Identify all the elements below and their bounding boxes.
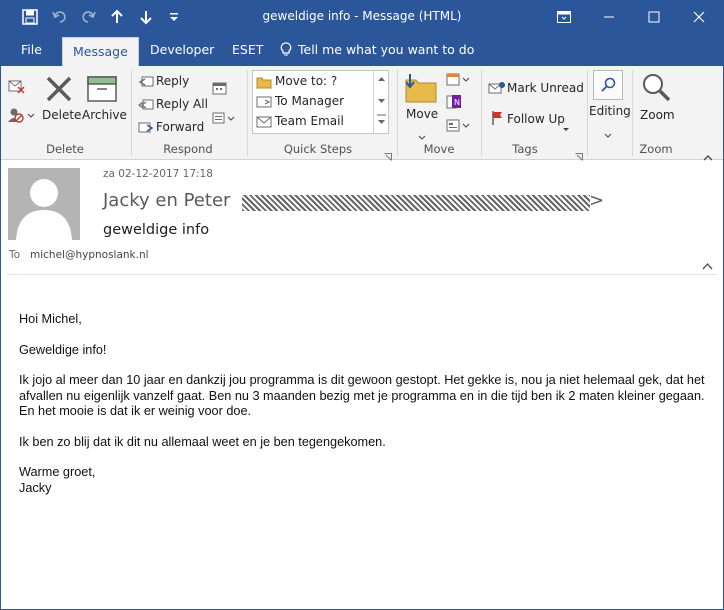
flag-icon[interactable] xyxy=(491,110,503,130)
ribbon-display-options-icon[interactable] xyxy=(541,0,586,34)
reply-all-icon[interactable] xyxy=(138,97,154,116)
group-separator xyxy=(131,70,132,156)
group-separator xyxy=(587,70,588,156)
sender-name[interactable]: Jacky en Peter xyxy=(103,190,231,211)
follow-up-button-label[interactable]: Follow Up xyxy=(507,112,565,126)
team-email-icon xyxy=(256,114,272,133)
rules-icon[interactable] xyxy=(446,72,472,91)
header-divider xyxy=(7,274,717,275)
body-closing: Warme groet, xyxy=(19,465,96,479)
message-body[interactable] xyxy=(19,312,709,496)
archive-button-label[interactable]: Archive xyxy=(82,108,127,122)
quick-steps-scrollbar[interactable] xyxy=(373,71,388,133)
collapse-header-icon[interactable] xyxy=(702,255,713,274)
redacted-email xyxy=(242,195,590,211)
junk-icon[interactable] xyxy=(7,106,35,128)
collapse-ribbon-icon[interactable] xyxy=(703,146,713,165)
mark-unread-icon[interactable] xyxy=(488,80,506,99)
body-signature: Jacky xyxy=(19,480,52,495)
sender-bracket: > xyxy=(589,190,605,211)
editing-button[interactable] xyxy=(593,70,623,100)
quick-step-team-email[interactable]: Team Email xyxy=(275,114,344,128)
body-paragraph: Ik jojo al meer dan 10 jaar en dankzij jou programma is dit gewoon gestopt. Het gekke is, nou ja niet helemaal gek, dat het afvallen nu eigenlijk vanzelf gaat. Ben nu 3 maanden bezig met je programma en in die tijd ben ik 2 maten kleiner gegaan. En het mooie is dat ik er weinig voor doe. xyxy=(19,373,705,418)
respond-group-label: Respond xyxy=(163,142,213,156)
meeting-icon[interactable] xyxy=(212,80,228,99)
tab-file[interactable]: File xyxy=(21,42,42,57)
svg-text:N: N xyxy=(454,98,460,107)
move-group-label: Move xyxy=(423,142,455,156)
message-date: za 02-12-2017 17:18 xyxy=(103,168,213,180)
forward-button-label[interactable]: Forward xyxy=(156,120,205,134)
tags-group-label: Tags xyxy=(512,142,538,156)
magnifier-icon xyxy=(600,76,618,98)
editing-dropdown-icon[interactable] xyxy=(604,124,612,143)
move-button-label[interactable]: Move xyxy=(406,107,439,121)
delete-icon[interactable] xyxy=(44,74,74,108)
group-separator xyxy=(397,70,398,156)
avatar xyxy=(8,168,80,240)
zoom-button-label[interactable]: Zoom xyxy=(640,108,675,122)
editing-button-label[interactable]: Editing xyxy=(589,104,631,118)
message-subject: geweldige info xyxy=(103,222,210,238)
title-bar xyxy=(0,0,724,34)
ignore-icon[interactable] xyxy=(7,78,27,100)
delete-button-label[interactable]: Delete xyxy=(42,108,82,122)
tab-message[interactable]: Message xyxy=(62,37,139,66)
ribbon-tab-bar xyxy=(0,34,724,66)
dialog-launcher-icon[interactable] xyxy=(575,146,583,165)
quick-steps-group-label: Quick Steps xyxy=(283,142,353,156)
close-icon[interactable] xyxy=(676,0,721,34)
group-separator xyxy=(481,70,482,156)
tab-developer[interactable]: Developer xyxy=(150,42,215,57)
body-paragraph: Ik ben zo blij dat ik dit nu allemaal weet en je ben tegengekomen. xyxy=(19,434,386,449)
to-label: To xyxy=(9,249,21,261)
to-manager-icon xyxy=(256,94,272,113)
move-folder-icon[interactable] xyxy=(404,72,438,108)
quick-steps-gallery[interactable] xyxy=(252,70,389,134)
more-respond-icon[interactable] xyxy=(212,110,236,129)
window-title: geweldige info - Message (HTML) xyxy=(262,9,462,23)
tell-me-search[interactable]: Tell me what you want to do xyxy=(298,42,475,57)
onenote-icon[interactable] xyxy=(446,94,462,114)
group-separator xyxy=(247,70,248,156)
forward-icon[interactable] xyxy=(138,120,154,139)
minimize-icon[interactable] xyxy=(586,0,631,34)
reply-button-label[interactable]: Reply xyxy=(156,74,190,88)
archive-icon[interactable] xyxy=(87,76,117,106)
quick-step-move-to[interactable]: Move to: ? xyxy=(275,74,338,88)
recipient-address[interactable]: michel@hypnoslank.nl xyxy=(30,249,149,261)
zoom-icon[interactable] xyxy=(640,72,672,108)
delete-group-label: Delete xyxy=(46,142,84,156)
body-greeting: Hoi Michel, xyxy=(19,312,82,326)
quick-step-to-manager[interactable]: To Manager xyxy=(275,94,345,108)
mark-unread-button-label[interactable]: Mark Unread xyxy=(507,81,584,95)
reply-all-button-label[interactable]: Reply All xyxy=(156,97,208,111)
body-paragraph: Geweldige info! xyxy=(19,342,107,357)
follow-up-dropdown-icon[interactable] xyxy=(562,118,570,137)
folder-move-icon xyxy=(256,74,272,93)
maximize-icon[interactable] xyxy=(631,0,676,34)
tab-eset[interactable]: ESET xyxy=(232,42,264,57)
reply-icon[interactable] xyxy=(138,74,154,93)
actions-icon[interactable] xyxy=(446,118,472,137)
window-border xyxy=(0,34,1,610)
dialog-launcher-icon[interactable] xyxy=(384,146,392,165)
ribbon xyxy=(0,66,724,160)
zoom-group-label: Zoom xyxy=(639,142,673,156)
